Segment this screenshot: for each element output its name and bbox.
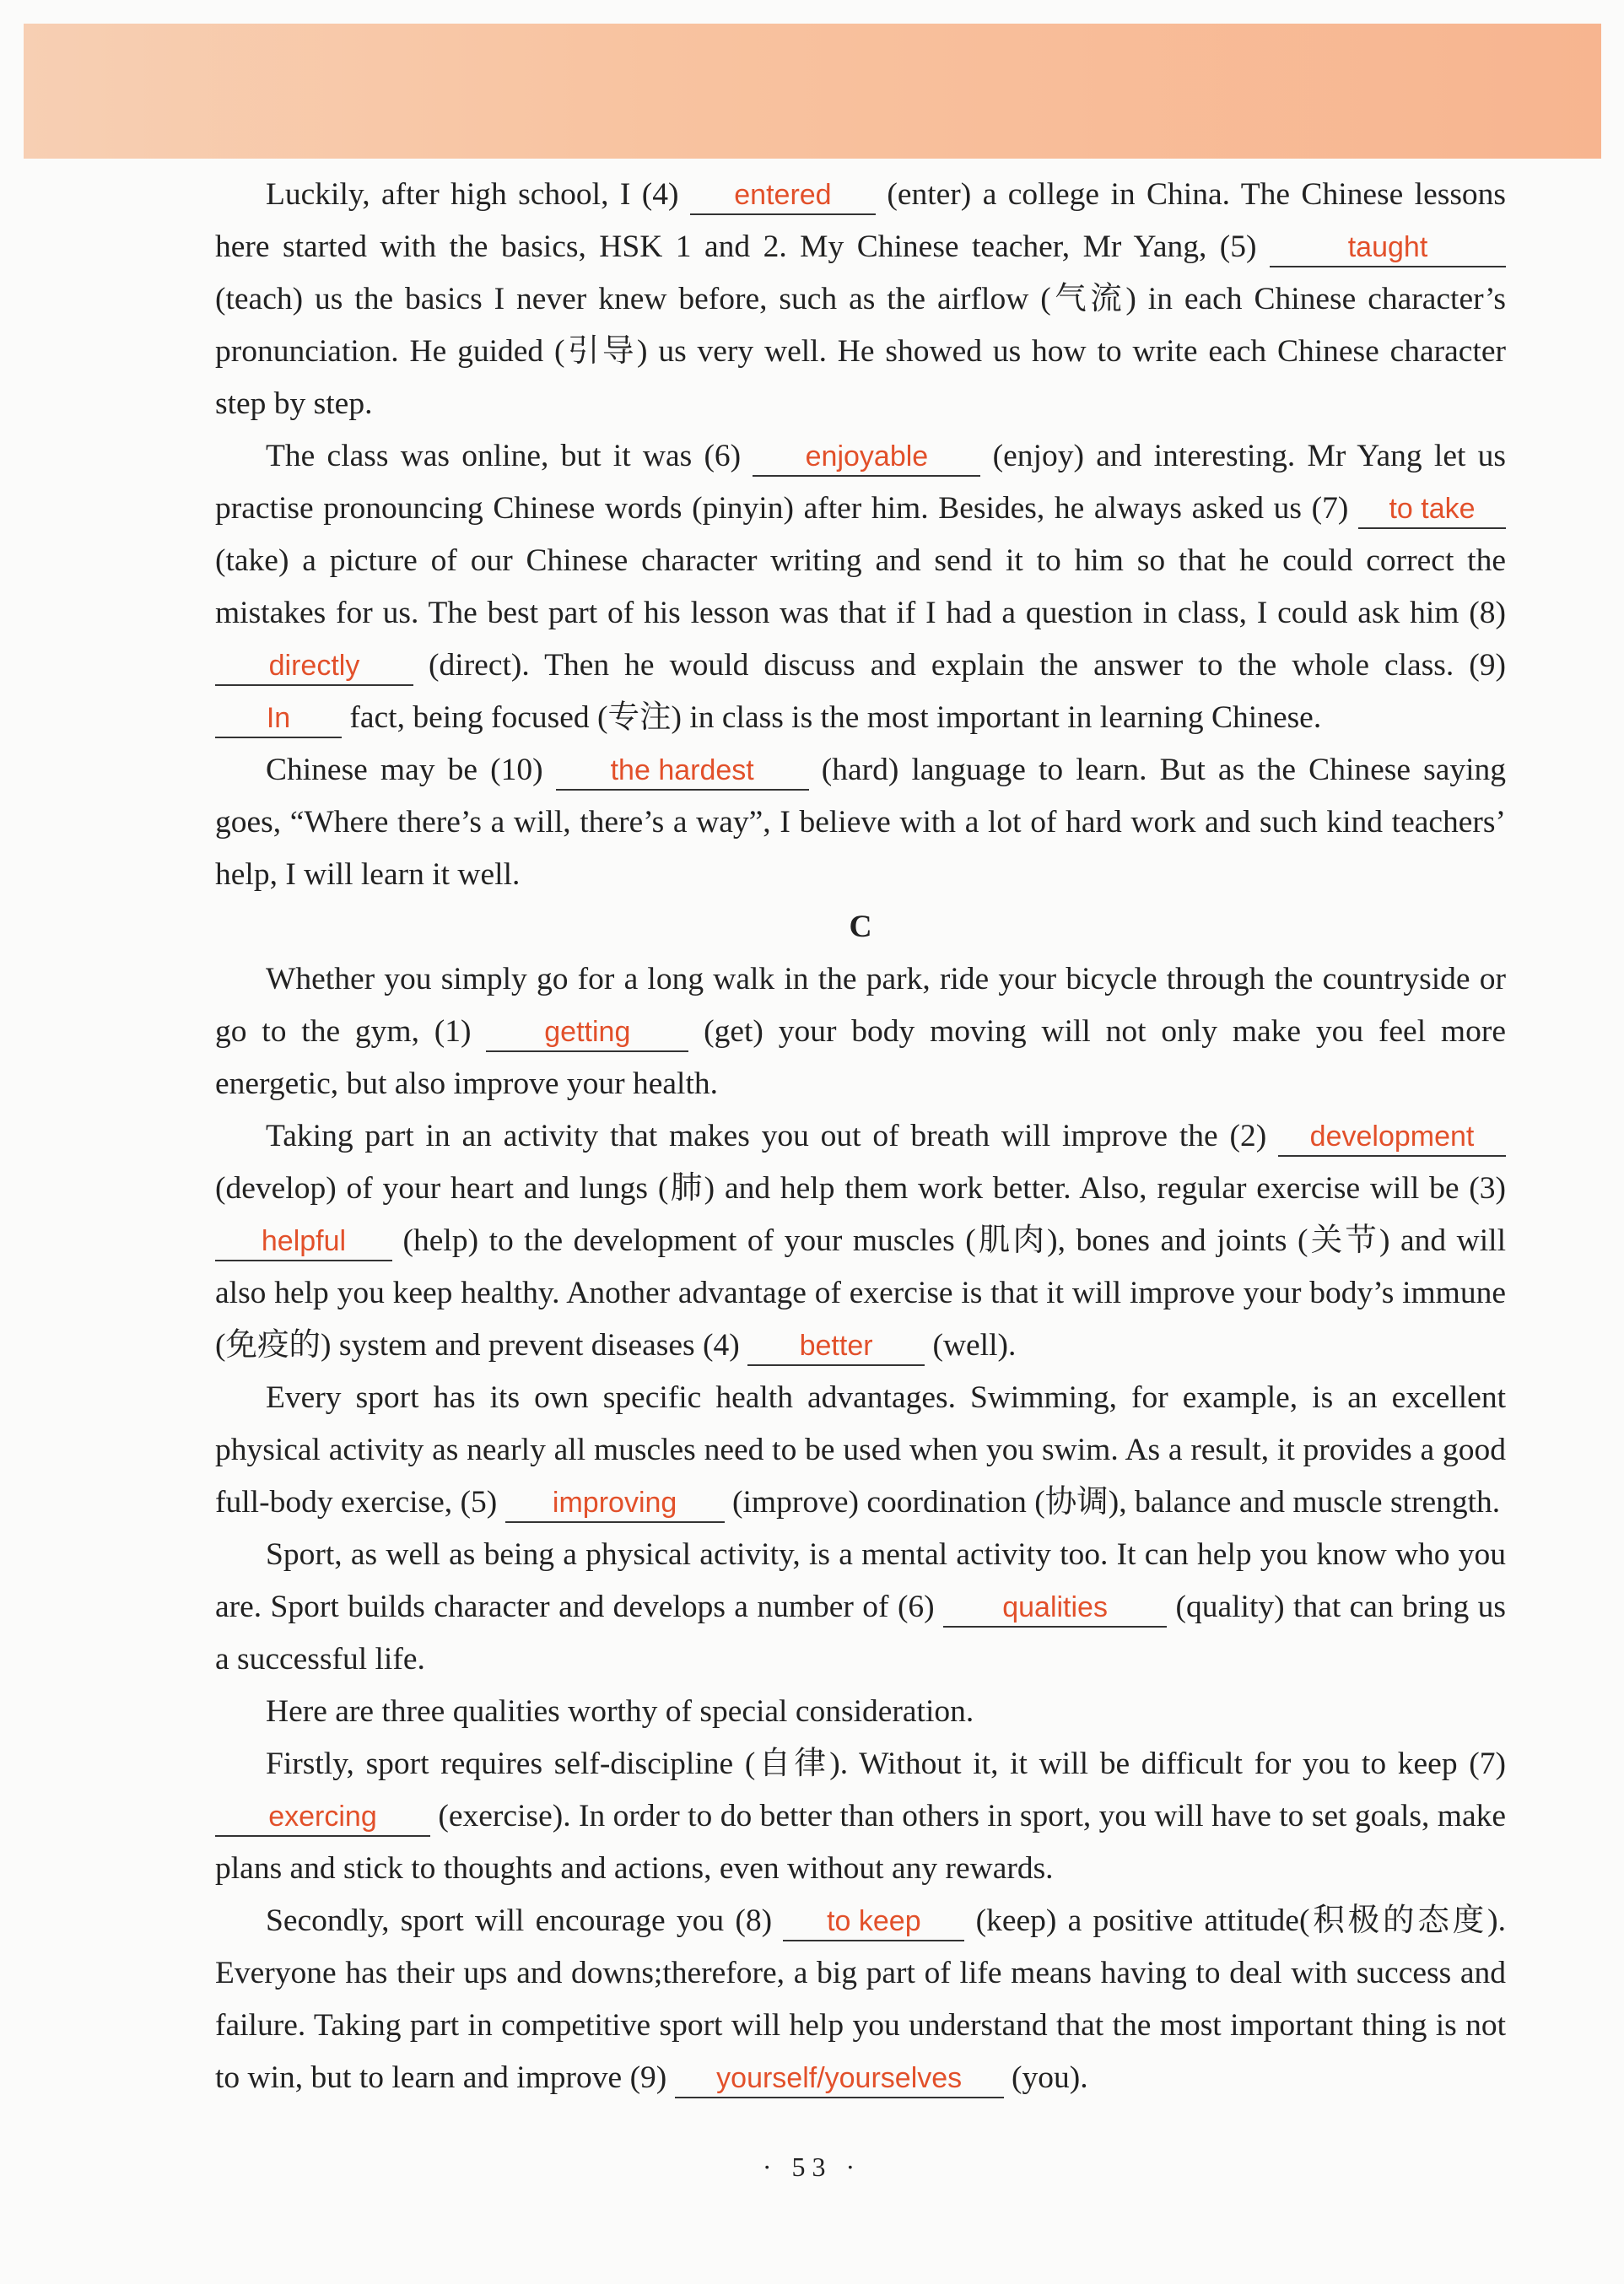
text: (you). — [1012, 2060, 1088, 2095]
paragraph-c-1 — [215, 953, 1506, 1110]
answer-blank-c5: improving — [505, 1484, 725, 1523]
answer-blank-c9: yourself/yourselves — [675, 2060, 1004, 2098]
text: (quality) that can bring us a successful life. — [215, 1590, 1507, 1677]
text: (enjoy) and interesting. Mr Yang let us practise pronouncing Chinese words (pinyin) after him. Besides, he always asked us (7) — [215, 439, 1507, 526]
text: (keep) a positive attitude(积极的态度). Everyone has their ups and downs;therefore, a big part of life means having to deal with success and failure. Taking part in competitive sport will help you understand that the most important thing is not to win, but to learn and improve (9) — [215, 1903, 1507, 2095]
answer-blank-c2: development — [1278, 1118, 1506, 1157]
paragraph-c-7 — [215, 1738, 1506, 1895]
paragraph-b-4 — [215, 169, 1506, 430]
answer-blank-b6: enjoyable — [753, 438, 980, 477]
text: (help) to the development of your muscles (肌肉), bones and joints (关节) and will also help you keep healthy. Another advantage of exercise is that it will improve your body’s immune (免疫的) system and prevent diseases (4) — [215, 1223, 1506, 1363]
paragraph-c-5 — [215, 1372, 1506, 1529]
paragraph-c-6 — [215, 1529, 1506, 1686]
answer-blank-b7: to take — [1358, 490, 1506, 529]
paragraph-b-10 — [215, 744, 1506, 901]
text: Sport, as well as being a physical activity, is a mental activity too. It can help you know who you are. Sport builds character and develops a number of (6) — [215, 1537, 1506, 1624]
text: Whether you simply go for a long walk in the park, ride your bicycle through the countryside or go to the gym, (1) — [215, 962, 1506, 1049]
text: (well). — [932, 1328, 1017, 1363]
text: (get) your body moving will not only make you feel more energetic, but also improve your health. — [215, 1014, 1506, 1101]
text: (develop) of your heart and lungs (肺) and help them work better. Also, regular exercise will be (3) — [215, 1171, 1506, 1206]
paragraph-c-8 — [215, 1895, 1506, 2104]
text: (exercise). In order to do better than others in sport, you will have to set goals, make plans and stick to thoughts and actions, even without any rewards. — [215, 1799, 1507, 1886]
text: The class was online, but it was (6) — [266, 439, 742, 473]
text: fact, being focused (专注) in class is the most important in learning Chinese. — [349, 700, 1322, 735]
text: Here are three qualities worthy of special consideration. — [266, 1694, 974, 1729]
answer-blank-b8: directly — [215, 647, 413, 686]
answer-blank-b9: In — [215, 699, 342, 738]
text: (enter) a college in China. The Chinese lessons here started with the basics, HSK 1 and 2. My Chinese teacher, Mr Yang, (5) — [215, 177, 1507, 264]
section-title-c: C — [849, 910, 872, 944]
page-number: · 53 · — [762, 2152, 862, 2182]
answer-blank-c8: to keep — [783, 1903, 964, 1941]
text: Secondly, sport will encourage you (8) — [266, 1903, 773, 1938]
text: Luckily, after high school, I (4) — [266, 177, 679, 212]
answer-blank-c4: better — [747, 1327, 925, 1366]
paragraph-c-intro — [215, 1686, 1506, 1738]
answer-blank-b5: taught — [1270, 229, 1506, 267]
answer-blank-c7: exercing — [215, 1798, 430, 1837]
paragraph-b-6 — [215, 430, 1506, 744]
text: (hard) language to learn. But as the Chinese saying goes, “Where there’s a will, there’s a way”, I believe with a lot of hard work and such kind teachers’ help, I will learn it well. — [215, 753, 1507, 892]
text: Taking part in an activity that makes you out of breath will improve the (2) — [266, 1119, 1267, 1153]
text: (improve) coordination (协调), balance and muscle strength. — [732, 1485, 1501, 1520]
text: Firstly, sport requires self-discipline (自律). Without it, it will be difficult for you to keep (7) — [266, 1747, 1506, 1781]
text: Every sport has its own specific health advantages. Swimming, for example, is an excellent physical activity as nearly all muscles need to be used when you swim. As a result, it provides a good full-body exercise, (5) — [215, 1380, 1506, 1520]
text: (take) a picture of our Chinese character writing and send it to him so that he could correct the mistakes for us. The best part of his lesson was that if I had a question in class, I could ask him (8) — [215, 543, 1506, 630]
text: (direct). Then he would discuss and explain the answer to the whole class. (9) — [429, 648, 1507, 683]
answer-blank-c6: qualities — [943, 1589, 1167, 1628]
answer-blank-c3: helpful — [215, 1223, 392, 1261]
text: Chinese may be (10) — [266, 753, 543, 787]
text: (teach) us the basics I never knew before, such as the airflow (气流) in each Chinese character’s pronunciation. He guided (引导) us very well. He showed us how to write each Chinese character step by step. — [215, 282, 1506, 421]
answer-blank-b10: the hardest — [556, 752, 809, 791]
header-band — [24, 24, 1601, 159]
page-content — [215, 169, 1506, 2104]
paragraph-c-2 — [215, 1110, 1506, 1372]
answer-blank-b4: entered — [690, 176, 876, 215]
answer-blank-c1: getting — [486, 1013, 688, 1052]
